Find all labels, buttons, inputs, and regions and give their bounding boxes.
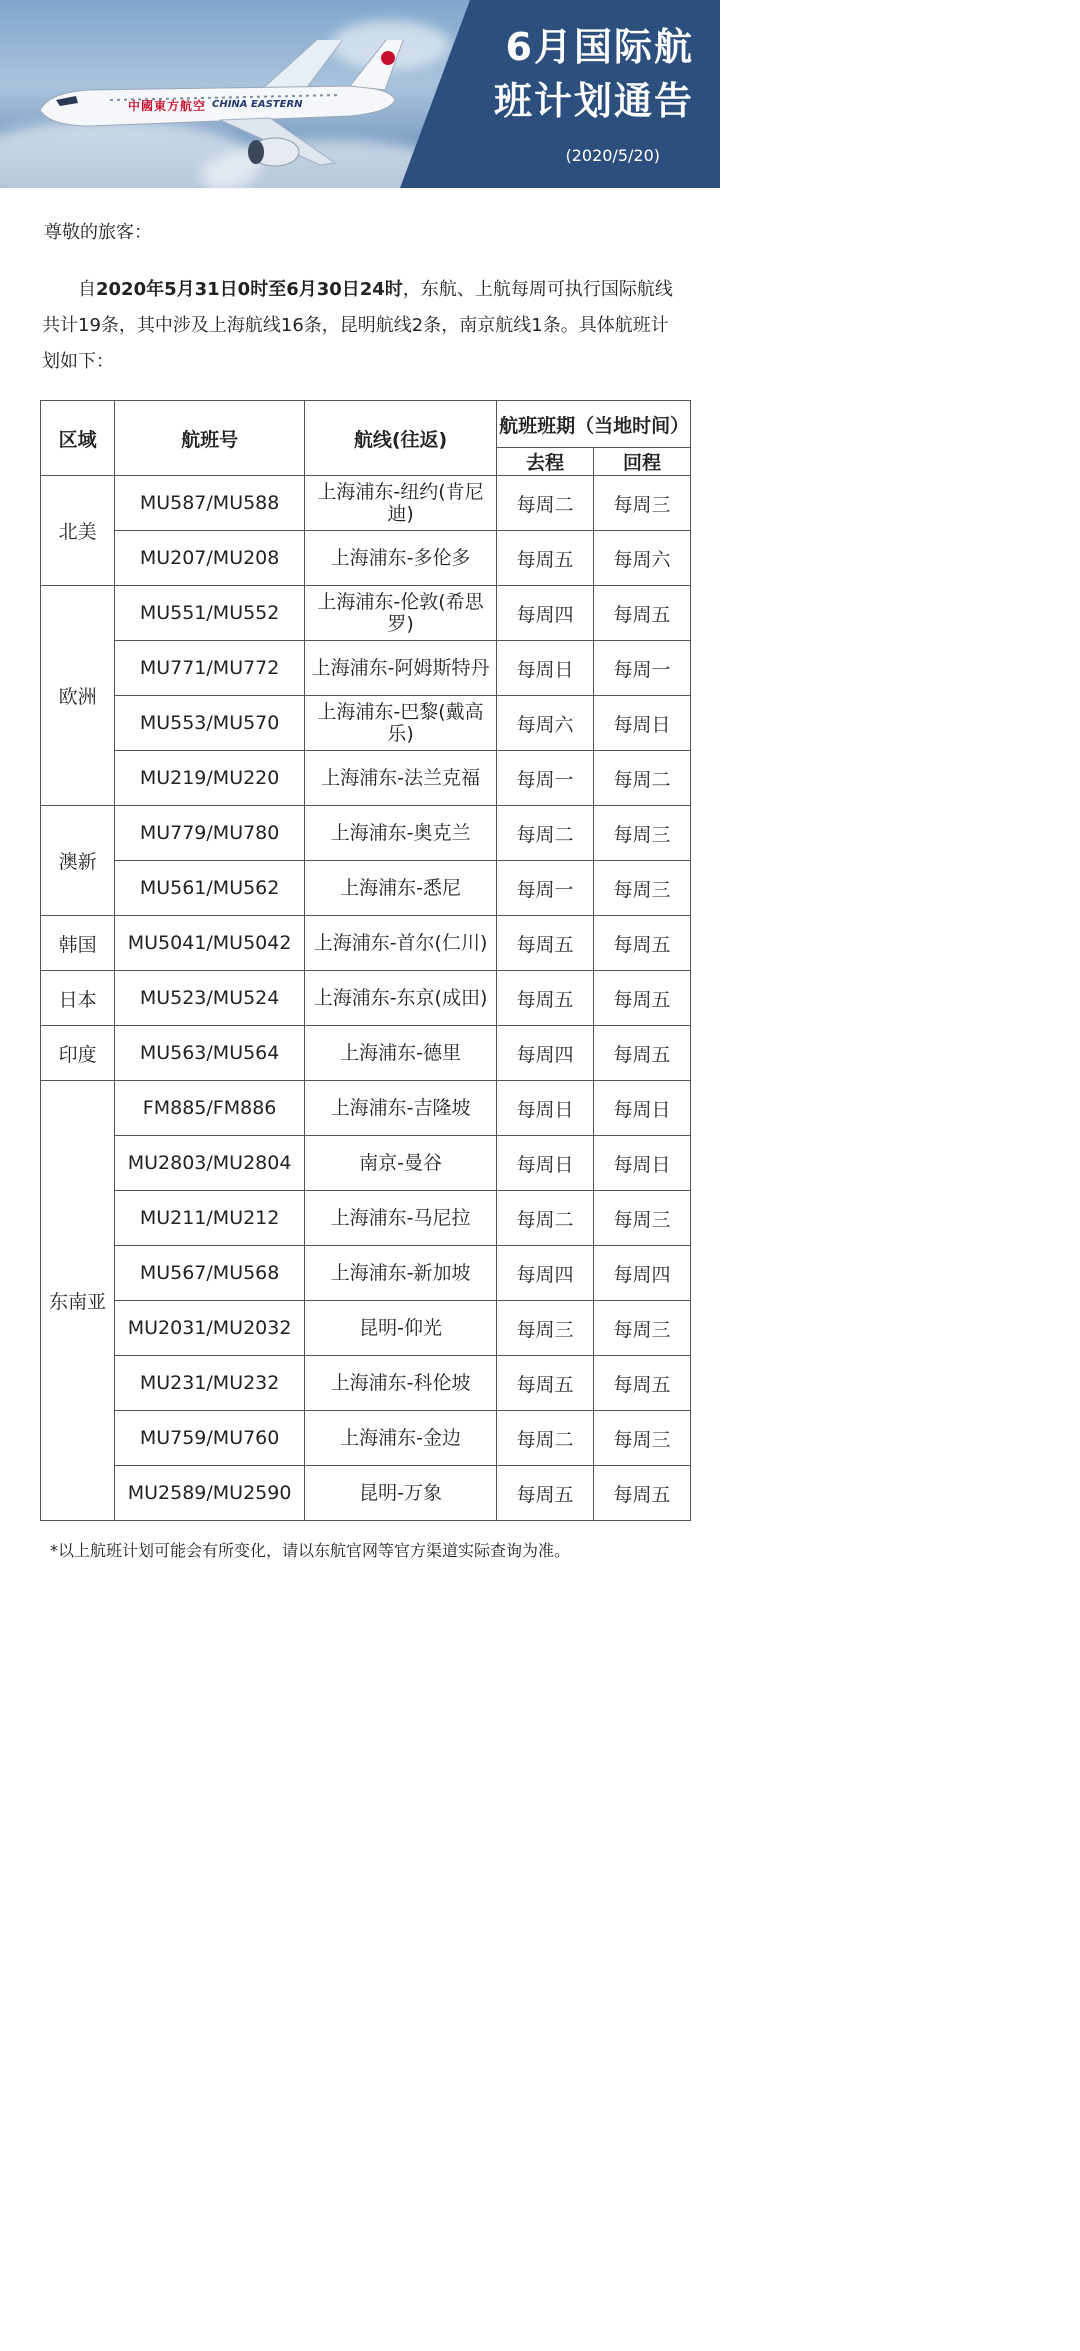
- outbound-day-cell: 每周五: [497, 1356, 594, 1411]
- table-row: [41, 916, 691, 971]
- intro-paragraph: [42, 272, 682, 380]
- table-row: [41, 1301, 691, 1356]
- route-cell: 上海浦东-首尔(仁川): [305, 916, 497, 971]
- intro-prefix: 自: [78, 279, 96, 300]
- header-outbound: 去程: [497, 448, 594, 476]
- flight-number-cell: MU207/MU208: [115, 531, 305, 586]
- intro-period: 2020年5月31日0时至6月30日24时: [96, 279, 403, 300]
- route-cell: 昆明-仰光: [305, 1301, 497, 1356]
- outbound-day-cell: 每周五: [497, 971, 594, 1026]
- outbound-day-cell: 每周日: [497, 1136, 594, 1191]
- return-day-cell: 每周一: [594, 641, 691, 696]
- airline-logo-text: 中國東方航空: [128, 99, 207, 113]
- table-row: [41, 971, 691, 1026]
- return-day-cell: 每周四: [594, 1246, 691, 1301]
- return-day-cell: 每周五: [594, 1466, 691, 1521]
- outbound-day-cell: 每周五: [497, 1466, 594, 1521]
- flight-number-cell: MU2803/MU2804: [115, 1136, 305, 1191]
- notice-date: (2020/5/20): [565, 146, 660, 165]
- flight-number-cell: MU759/MU760: [115, 1411, 305, 1466]
- route-cell: 南京-曼谷: [305, 1136, 497, 1191]
- table-row: [41, 696, 691, 751]
- outbound-day-cell: 每周日: [497, 1081, 594, 1136]
- airline-logo-text-en: CHINA EASTERN: [212, 99, 303, 110]
- outbound-day-cell: 每周五: [497, 531, 594, 586]
- table-row: [41, 1081, 691, 1136]
- greeting-text: 尊敬的旅客：: [44, 222, 152, 243]
- return-day-cell: 每周五: [594, 1026, 691, 1081]
- intro-rest: ，东航、上航每周可执行国际航线共计19条，其中涉及上海航线16条，昆明航线2条，南京航线1条。具体航班计划如下：: [42, 279, 673, 372]
- return-day-cell: 每周六: [594, 531, 691, 586]
- region-cell: 澳新: [41, 806, 115, 916]
- flight-number-cell: MU2589/MU2590: [115, 1466, 305, 1521]
- table-row: [41, 1026, 691, 1081]
- return-day-cell: 每周三: [594, 1191, 691, 1246]
- outbound-day-cell: 每周一: [497, 861, 594, 916]
- return-day-cell: 每周三: [594, 806, 691, 861]
- flight-number-cell: MU771/MU772: [115, 641, 305, 696]
- flight-number-cell: MU2031/MU2032: [115, 1301, 305, 1356]
- route-cell: 上海浦东-科伦坡: [305, 1356, 497, 1411]
- header-return: 回程: [594, 448, 691, 476]
- airplane-illustration: [20, 40, 420, 180]
- header-banner: [0, 0, 720, 188]
- table-row: [41, 531, 691, 586]
- return-day-cell: 每周三: [594, 1301, 691, 1356]
- route-cell: 上海浦东-伦敦(希思罗): [305, 586, 497, 641]
- flight-number-cell: MU523/MU524: [115, 971, 305, 1026]
- return-day-cell: 每周三: [594, 476, 691, 531]
- outbound-day-cell: 每周一: [497, 751, 594, 806]
- table-row: [41, 1356, 691, 1411]
- table-row: [41, 641, 691, 696]
- region-cell: 日本: [41, 971, 115, 1026]
- flight-number-cell: MU563/MU564: [115, 1026, 305, 1081]
- route-cell: 上海浦东-奥克兰: [305, 806, 497, 861]
- route-cell: 昆明-万象: [305, 1466, 497, 1521]
- flight-number-cell: MU567/MU568: [115, 1246, 305, 1301]
- region-cell: 北美: [41, 476, 115, 586]
- flight-number-cell: MU587/MU588: [115, 476, 305, 531]
- return-day-cell: 每周日: [594, 1081, 691, 1136]
- region-cell: 欧洲: [41, 586, 115, 806]
- return-day-cell: 每周二: [594, 751, 691, 806]
- outbound-day-cell: 每周四: [497, 1026, 594, 1081]
- flight-number-cell: MU561/MU562: [115, 861, 305, 916]
- flight-number-cell: MU551/MU552: [115, 586, 305, 641]
- route-cell: 上海浦东-金边: [305, 1411, 497, 1466]
- outbound-day-cell: 每周二: [497, 1191, 594, 1246]
- footnote: *以上航班计划可能会有所变化，请以东航官网等官方渠道实际查询为准。: [50, 1541, 571, 1560]
- table-row: [41, 1411, 691, 1466]
- outbound-day-cell: 每周日: [497, 641, 594, 696]
- return-day-cell: 每周五: [594, 916, 691, 971]
- route-cell: 上海浦东-马尼拉: [305, 1191, 497, 1246]
- table-row: [41, 476, 691, 531]
- flight-number-cell: FM885/FM886: [115, 1081, 305, 1136]
- outbound-day-cell: 每周二: [497, 1411, 594, 1466]
- table-row: [41, 806, 691, 861]
- header-schedule: 航班班期（当地时间）: [497, 401, 691, 448]
- route-cell: 上海浦东-新加坡: [305, 1246, 497, 1301]
- flight-number-cell: MU553/MU570: [115, 696, 305, 751]
- return-day-cell: 每周日: [594, 696, 691, 751]
- flight-number-cell: MU219/MU220: [115, 751, 305, 806]
- region-cell: 东南亚: [41, 1081, 115, 1521]
- flight-schedule-table: [40, 400, 691, 1521]
- region-cell: 印度: [41, 1026, 115, 1081]
- header-flight: 航班号: [115, 401, 305, 476]
- route-cell: 上海浦东-巴黎(戴高乐): [305, 696, 497, 751]
- return-day-cell: 每周日: [594, 1136, 691, 1191]
- outbound-day-cell: 每周五: [497, 916, 594, 971]
- table-body: [41, 476, 691, 1521]
- table-row: [41, 1191, 691, 1246]
- return-day-cell: 每周五: [594, 586, 691, 641]
- route-cell: 上海浦东-德里: [305, 1026, 497, 1081]
- route-cell: 上海浦东-东京(成田): [305, 971, 497, 1026]
- route-cell: 上海浦东-多伦多: [305, 531, 497, 586]
- route-cell: 上海浦东-悉尼: [305, 861, 497, 916]
- outbound-day-cell: 每周二: [497, 806, 594, 861]
- route-cell: 上海浦东-法兰克福: [305, 751, 497, 806]
- header-route: 航线(往返): [305, 401, 497, 476]
- return-day-cell: 每周三: [594, 1411, 691, 1466]
- flight-number-cell: MU231/MU232: [115, 1356, 305, 1411]
- outbound-day-cell: 每周二: [497, 476, 594, 531]
- route-cell: 上海浦东-阿姆斯特丹: [305, 641, 497, 696]
- flight-number-cell: MU211/MU212: [115, 1191, 305, 1246]
- table-row: [41, 861, 691, 916]
- route-cell: 上海浦东-吉隆坡: [305, 1081, 497, 1136]
- outbound-day-cell: 每周三: [497, 1301, 594, 1356]
- table-row: [41, 1466, 691, 1521]
- outbound-day-cell: 每周六: [497, 696, 594, 751]
- header-region: 区域: [41, 401, 115, 476]
- table-row: [41, 751, 691, 806]
- table-row: [41, 586, 691, 641]
- table-row: [41, 1136, 691, 1191]
- table-row: [41, 1246, 691, 1301]
- region-cell: 韩国: [41, 916, 115, 971]
- flight-number-cell: MU5041/MU5042: [115, 916, 305, 971]
- return-day-cell: 每周五: [594, 971, 691, 1026]
- route-cell: 上海浦东-纽约(肯尼迪): [305, 476, 497, 531]
- outbound-day-cell: 每周四: [497, 586, 594, 641]
- outbound-day-cell: 每周四: [497, 1246, 594, 1301]
- return-day-cell: 每周五: [594, 1356, 691, 1411]
- return-day-cell: 每周三: [594, 861, 691, 916]
- flight-number-cell: MU779/MU780: [115, 806, 305, 861]
- notice-title: 6月国际航 班计划通告: [493, 25, 694, 123]
